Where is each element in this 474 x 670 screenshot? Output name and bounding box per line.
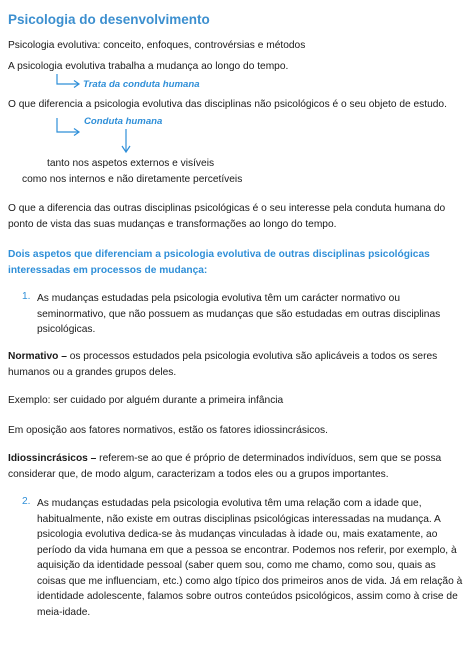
page-title: Psicologia do desenvolvimento bbox=[8, 12, 210, 27]
paragraph-normativo bbox=[8, 349, 466, 380]
item-2-number: 2. bbox=[22, 496, 31, 507]
idio-term: Idiossincrásicos – bbox=[8, 453, 97, 464]
arrow-1-label: Trata da conduta humana bbox=[83, 79, 200, 90]
idio-definition: referem-se ao que é próprio de determinados indivíduos, sem que se possa considerar que, de modo algum, caracterizam a todos eles ou a grupos importantes. bbox=[8, 453, 442, 480]
line-mudanca: A psicologia evolutiva trabalha a mudança ao longo do tempo. bbox=[8, 61, 289, 72]
item-2-text: As mudanças estudadas pela psicologia evolutiva têm uma relação com a idade que, habitualmente, não existe em outras disciplinas psicológicas interessadas na mudança. A psicologia evolutiva dedica-se às mudanças vinculadas à idade ou, mais exatamente, ao período da vida humana em que a pessoa se encontrar. Podemos nos referir, por exemplo, à aquisição da identidade pessoal (saber quem sou, como me chamo, como sou, quais as coisas que me influenciam, etc.) como algo típico dos primeiros anos de vida. Já em relação à identidade adolescente, falamos sobre outros conteúdos psicológicos, assim como à crise de meia-idade. bbox=[37, 498, 463, 618]
paragraph-idiossincrasicos bbox=[8, 451, 466, 482]
item-1-number: 1. bbox=[22, 291, 31, 302]
normativo-definition: os processos estudados pela psicologia evolutiva são aplicáveis a todos os seres humanos ou a grandes grupos deles. bbox=[8, 351, 438, 378]
arrow-2-icon bbox=[56, 118, 82, 136]
exemplo-line: Exemplo: ser cuidado por alguém durante a primeira infância bbox=[8, 395, 284, 406]
subtitle: Psicologia evolutiva: conceito, enfoques, controvérsias e métodos bbox=[8, 40, 306, 51]
aspect-externos: tanto nos aspetos externos e visíveis bbox=[47, 158, 215, 169]
arrow-1-icon bbox=[56, 74, 82, 90]
paragraph-diferenca: O que a diferencia das outras disciplinas psicológicas é o seu interesse pela conduta humana do ponto de vista das suas mudanças e transformações ao longo do tempo. bbox=[8, 203, 446, 230]
line-objeto: O que diferencia a psicologia evolutiva das disciplinas não psicológicos é o seu objeto de estudo. bbox=[8, 99, 447, 110]
oposicao-line: Em oposição aos fatores normativos, estão os fatores idiossincrásicos. bbox=[8, 425, 328, 436]
aspect-internos: como nos internos e não diretamente percetíveis bbox=[22, 174, 243, 185]
blue-heading: Dois aspetos que diferenciam a psicologia evolutiva de outras disciplinas psicológicas interessadas em processos de mudança: bbox=[8, 249, 430, 276]
arrow-down-icon bbox=[118, 129, 134, 155]
arrow-2-label: Conduta humana bbox=[84, 116, 163, 127]
item-1-text: As mudanças estudadas pela psicologia evolutiva têm um carácter normativo ou seminormativo, que não possuem as mudanças que são estudadas em outras disciplinas psicológicas. bbox=[37, 293, 441, 335]
normativo-term: Normativo – bbox=[8, 351, 67, 362]
